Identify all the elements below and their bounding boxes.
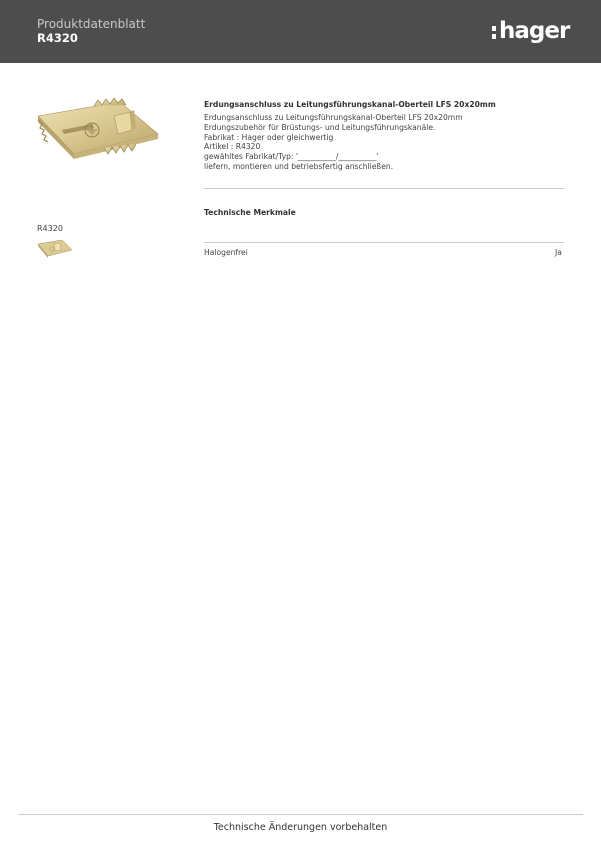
product-description bbox=[204, 113, 463, 172]
thumbnail-label: R4320 bbox=[37, 224, 63, 233]
product-title: Erdungsanschluss zu Leitungsführungskanal-Oberteil LFS 20x20mm bbox=[204, 100, 496, 109]
description-line: Fabrikat : Hager oder gleichwertig bbox=[204, 132, 334, 142]
features-section-title: Technische Merkmale bbox=[204, 208, 296, 217]
product-image bbox=[34, 96, 162, 176]
feature-name: Halogenfrei bbox=[204, 248, 248, 257]
feature-value: Ja bbox=[555, 248, 562, 257]
description-line: Artikel : R4320 bbox=[204, 142, 261, 152]
logo-dots-icon bbox=[492, 26, 496, 39]
document-type: Produktdatenblatt bbox=[37, 17, 146, 31]
product-thumbnail bbox=[36, 238, 74, 260]
logo-text: hager bbox=[499, 18, 570, 44]
description-line: Erdungszubehör für Brüstungs- und Leitungsführungskanäle. bbox=[204, 122, 436, 132]
header-bar bbox=[0, 0, 601, 63]
description-line: Erdungsanschluss zu Leitungsführungskanal-Oberteil LFS 20x20mm bbox=[204, 113, 463, 122]
footer-divider bbox=[18, 814, 583, 815]
divider bbox=[204, 188, 564, 189]
footer-note: Technische Änderungen vorbehalten bbox=[213, 822, 388, 833]
description-line: liefern, montieren und betriebsfertig anschließen. bbox=[204, 161, 394, 171]
hager-logo bbox=[492, 16, 569, 46]
description-line: gewähltes Fabrikat/Typ: '__________/__________' bbox=[204, 152, 379, 162]
article-number: R4320 bbox=[37, 31, 78, 45]
divider bbox=[204, 242, 564, 243]
